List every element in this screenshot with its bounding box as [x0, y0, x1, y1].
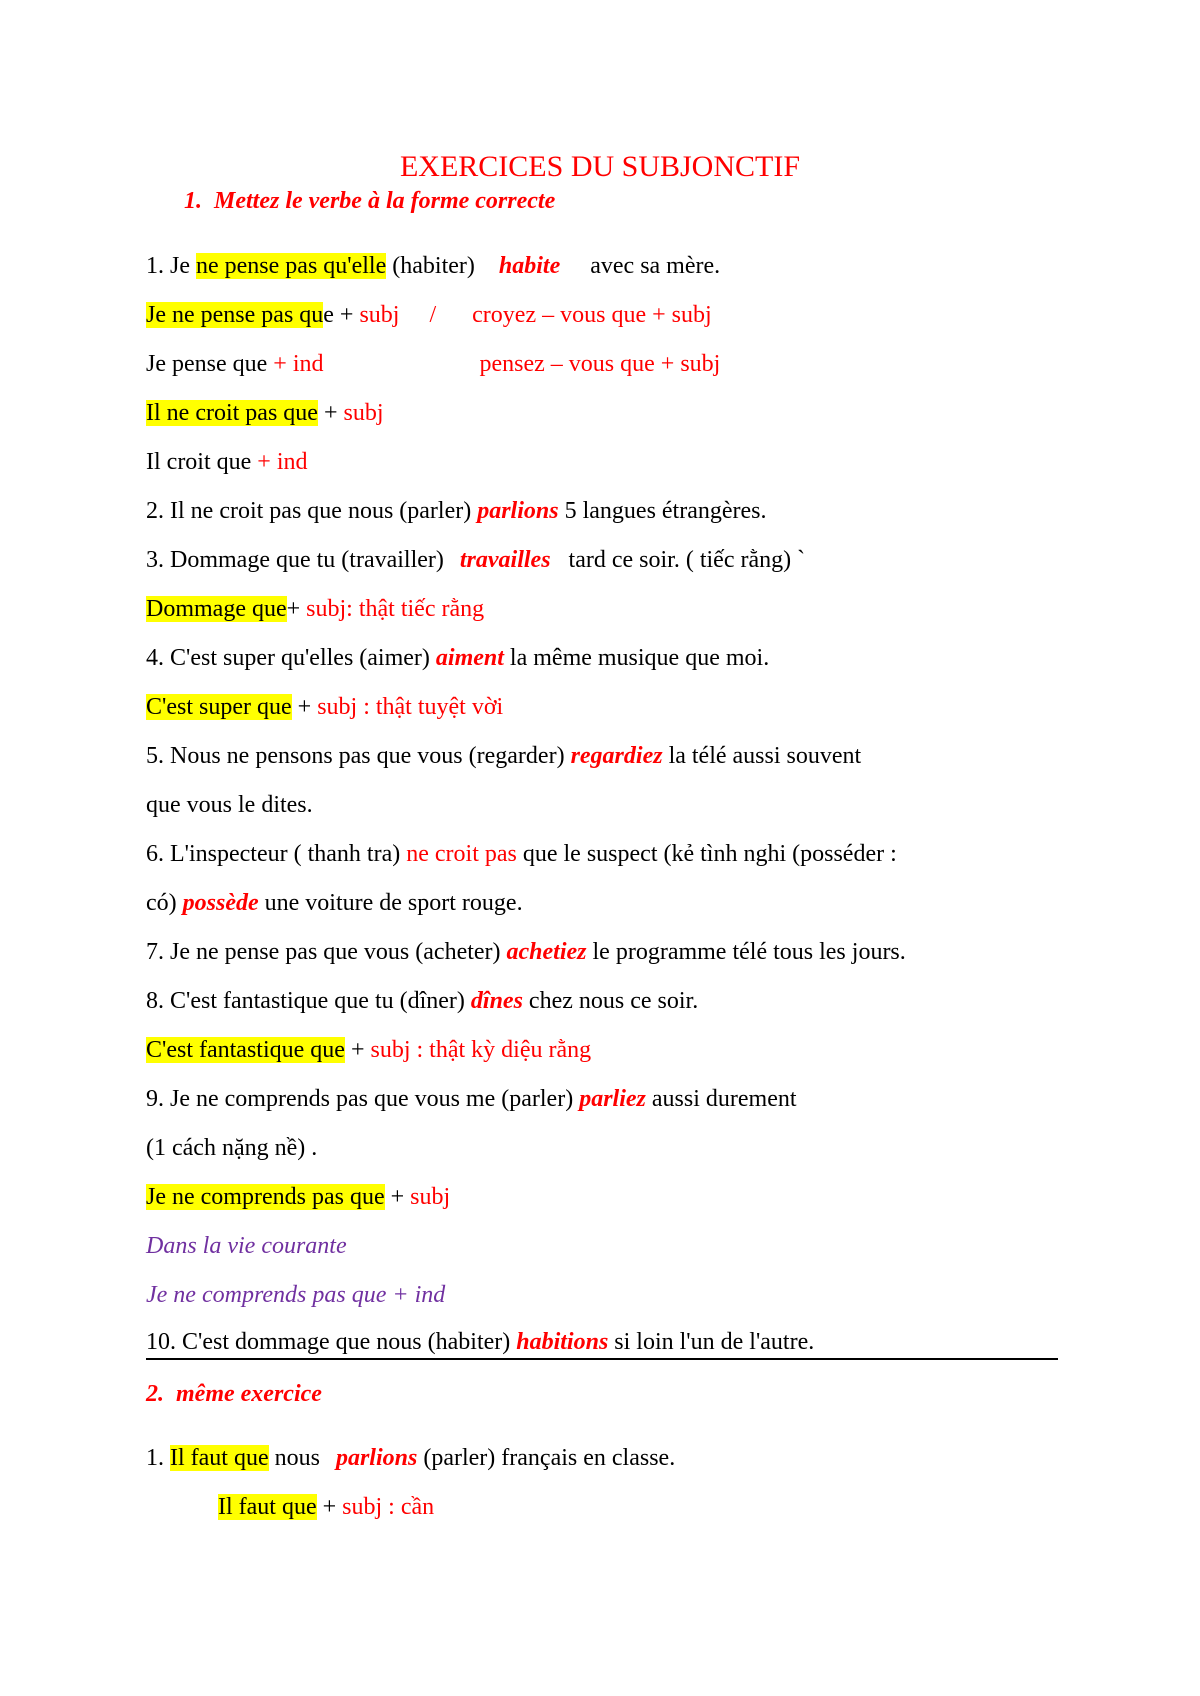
note-9c: Je ne comprends pas que + ind: [146, 1282, 446, 1308]
note-1d-ind: + ind: [257, 449, 308, 475]
section-2-heading: [146, 1378, 322, 1410]
note-1a: [146, 299, 712, 331]
exercise-3-suffix: tard ce soir. ( tiếc rằng) `: [568, 547, 806, 573]
note-1b: [146, 348, 720, 380]
section-2-exercise-1-answer: parlions: [335, 1445, 418, 1471]
exercise-2-answer: parlions: [477, 498, 559, 524]
exercise-6-prefix: 6. L'inspecteur ( thanh tra): [146, 841, 407, 867]
note-1b-ind: + ind: [273, 351, 324, 377]
exercise-4-prefix: 4. C'est super qu'elles (aimer): [146, 645, 436, 671]
note-1c-plus: +: [317, 400, 344, 426]
note-1d-text: Il croit que: [146, 449, 258, 475]
note-8-plus: +: [344, 1037, 371, 1063]
note-1a-alt: croyez – vous que + subj: [472, 302, 712, 328]
section-2-exercise-1-prefix: 1.: [146, 1445, 170, 1471]
exercise-6-cont-prefix: có): [146, 890, 183, 916]
note-4-highlight: C'est super que: [146, 694, 292, 720]
exercise-5: [146, 740, 861, 772]
note-9-plus: +: [384, 1184, 411, 1210]
exercise-7: [146, 936, 906, 968]
page-title: EXERCICES DU SUBJONCTIF: [399, 150, 801, 183]
exercise-6-continued: [146, 887, 523, 919]
exercise-9: [146, 1083, 797, 1115]
section-2-note-1: [218, 1491, 434, 1523]
exercise-9-suffix: aussi durement: [645, 1086, 797, 1112]
note-1b-text: Je pense que: [146, 351, 274, 377]
note-1a-tail: e +: [323, 302, 360, 328]
exercise-1: [146, 250, 720, 282]
exercise-2-suffix: 5 langues étrangères.: [558, 498, 767, 524]
note-1d: [146, 446, 308, 478]
note-4-subj: subj : thật tuyệt vời: [317, 694, 504, 720]
note-1a-subj: subj: [359, 302, 400, 328]
note-1b-alt: pensez – vous que + subj: [479, 351, 721, 377]
exercise-9-prefix: 9. Je ne comprends pas que vous me (parler): [146, 1086, 580, 1112]
exercise-4: [146, 642, 769, 674]
note-9: [146, 1181, 450, 1213]
note-8: [146, 1034, 591, 1066]
section-2-exercise-1: [146, 1442, 675, 1474]
exercise-8: [146, 985, 698, 1017]
exercise-3: [146, 544, 805, 576]
exercise-7-suffix: le programme télé tous les jours.: [586, 939, 906, 965]
exercise-3-answer: travailles: [459, 547, 551, 573]
exercise-10-answer: habitions: [516, 1329, 609, 1355]
section-2-note-1-subj: subj : cần: [342, 1494, 435, 1520]
note-3-highlight: Dommage que: [146, 596, 287, 622]
exercise-6-suffix: une voiture de sport rouge.: [258, 890, 523, 916]
exercise-4-suffix: la même musique que moi.: [503, 645, 770, 671]
exercise-7-prefix: 7. Je ne pense pas que vous (acheter): [146, 939, 507, 965]
exercise-5-suffix: la télé aussi souvent: [662, 743, 862, 769]
section-2-exercise-1-middle: nous: [268, 1445, 326, 1471]
section-2-note-1-highlight: Il faut que: [218, 1494, 317, 1520]
note-4: [146, 691, 503, 723]
exercise-5-continued: que vous le dites.: [146, 792, 313, 818]
exercise-1-answer: habite: [498, 253, 561, 279]
section-2-note-1-plus: +: [316, 1494, 343, 1520]
exercise-6: [146, 838, 897, 870]
exercise-3-prefix: 3. Dommage que tu (travailler): [146, 547, 450, 573]
note-9b: Dans la vie courante: [146, 1233, 347, 1259]
note-1c: [146, 397, 384, 429]
exercise-10: [146, 1326, 1058, 1360]
exercise-5-prefix: 5. Nous ne pensons pas que vous (regarder): [146, 743, 571, 769]
note-8-highlight: C'est fantastique que: [146, 1037, 345, 1063]
exercise-9-continued: (1 cách nặng nề) .: [146, 1135, 318, 1161]
note-3-plus: +: [286, 596, 307, 622]
section-1-number: 1.: [184, 188, 202, 214]
note-1c-highlight: Il ne croit pas que: [146, 400, 318, 426]
exercise-7-answer: achetiez: [506, 939, 587, 965]
section-2-number: 2.: [146, 1381, 164, 1407]
exercise-10-suffix: si loin l'un de l'autre.: [608, 1329, 815, 1355]
section-2-exercise-1-suffix: (parler) français en classe.: [417, 1445, 676, 1471]
exercise-1-highlight: ne pense pas qu'elle: [196, 253, 387, 279]
exercise-2-prefix: 2. Il ne croit pas que nous (parler): [146, 498, 478, 524]
section-1-heading: [184, 185, 555, 217]
note-9-highlight: Je ne comprends pas que: [146, 1184, 385, 1210]
note-3: [146, 593, 484, 625]
exercise-1-prefix: 1. Je: [146, 253, 196, 279]
exercise-8-suffix: chez nous ce soir.: [522, 988, 699, 1014]
exercise-8-prefix: 8. C'est fantastique que tu (dîner): [146, 988, 471, 1014]
exercise-1-suffix: avec sa mère.: [590, 253, 721, 279]
exercise-5-answer: regardiez: [570, 743, 663, 769]
note-3-subj: subj: thật tiếc rằng: [306, 596, 485, 622]
exercise-8-answer: dînes: [470, 988, 523, 1014]
exercise-6-red: ne croit pas: [406, 841, 517, 867]
note-4-plus: +: [291, 694, 318, 720]
exercise-6-answer: possède: [182, 890, 259, 916]
note-9-subj: subj: [410, 1184, 451, 1210]
note-1a-highlight: Je ne pense pas qu: [146, 302, 324, 328]
exercise-2: [146, 495, 767, 527]
section-2-exercise-1-highlight: Il faut que: [170, 1445, 269, 1471]
section-1-title: Mettez le verbe à la forme correcte: [214, 188, 556, 214]
note-1c-subj: subj: [343, 400, 384, 426]
note-1a-slash: /: [429, 302, 437, 328]
exercise-10-prefix: 10. C'est dommage que nous (habiter): [146, 1329, 517, 1355]
note-8-subj: subj : thật kỳ diệu rằng: [370, 1037, 592, 1063]
section-2-title: même exercice: [176, 1381, 322, 1407]
exercise-1-verb: (habiter): [386, 253, 475, 279]
exercise-9-answer: parliez: [579, 1086, 646, 1112]
exercise-4-answer: aiment: [435, 645, 504, 671]
exercise-6-middle: que le suspect (kẻ tình nghi (posséder :: [516, 841, 897, 867]
